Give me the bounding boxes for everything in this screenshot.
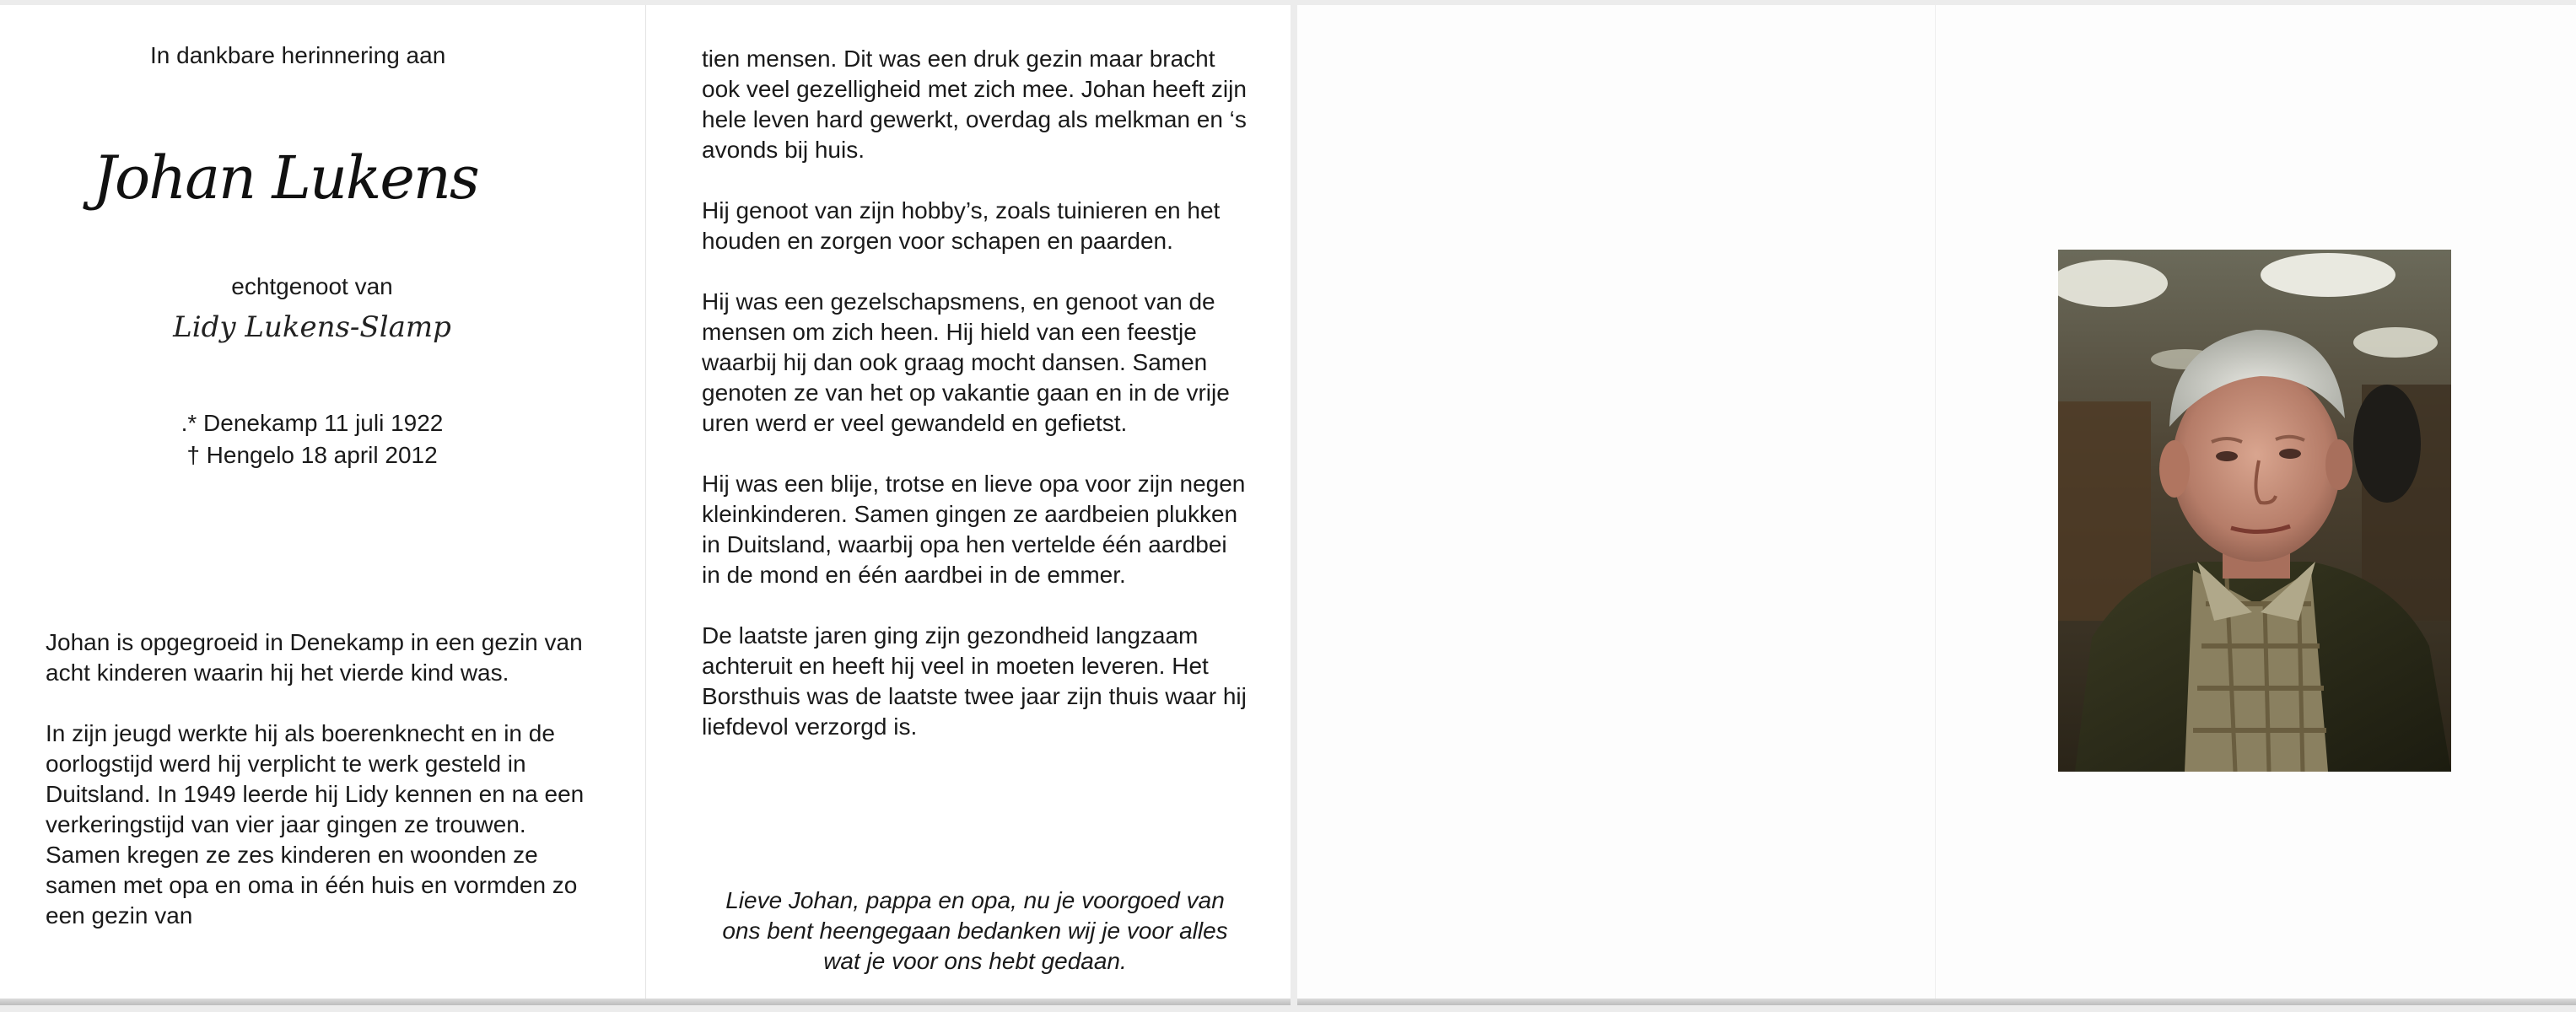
spouse-name: Lidy Lukens-Slamp <box>173 310 451 344</box>
spouse-label: echtgenoot van <box>231 273 393 299</box>
birth-line: .* Denekamp 11 juli 1922 <box>181 410 444 436</box>
death-line: † Hengelo 18 april 2012 <box>186 442 438 468</box>
bio-paragraph: tien mensen. Dit was een druk gezin maar bracht ook veel gezelligheid met zich mee. Johan heeft zijn hele leven hard gewerkt, overdag als melkman en ‘s avonds bij huis. <box>702 46 1247 163</box>
closing-verse: Lieve Johan, pappa en opa, nu je voorgoed van ons bent heengegaan bedanken wij je voor alles wat je voor ons hebt gedaan. <box>722 887 1228 974</box>
biography-left <box>46 627 594 961</box>
intro-text: In dankbare herinnering aan <box>150 42 446 68</box>
card-edge <box>1297 999 2576 1005</box>
biography-right <box>702 44 1250 772</box>
card-edge <box>0 999 1291 1005</box>
bio-paragraph: In zijn jeugd werkte hij als boerenknecht en in de oorlogstijd werd hij verplicht te werk gesteld in Duitsland. In 1949 leerde hij Lidy kennen en na een verkeringstijd van vier jaar gingen ze trouwen. Samen kregen ze zes kinderen en woonden ze samen met opa en oma in één huis en vormden zo een gezin van <box>46 720 585 929</box>
bio-paragraph: Johan is opgegroeid in Denekamp in een gezin van acht kinderen waarin hij het vierde kind was. <box>46 629 583 686</box>
bio-paragraph: De laatste jaren ging zijn gezondheid langzaam achteruit en heeft hij veel in moeten leveren. Het Borsthuis was de laatste twee jaar zijn thuis waar hij liefdevol verzorgd is. <box>702 622 1247 740</box>
fold-line <box>645 5 646 1005</box>
bio-paragraph: Hij was een blije, trotse en lieve opa voor zijn negen kleinkinderen. Samen gingen ze aardbeien plukken in Duitsland, waarbij opa hen vertelde één aardbei in de mond en één aardbei in de emmer. <box>702 471 1246 588</box>
bio-paragraph: Hij was een gezelschapsmens, en genoot van de mensen om zich heen. Hij hield van een feestje waarbij hij dan ook graag mocht dansen. Samen genoten ze van het op vakantie gaan en in de vrije uren werd er veel gewandeld en gefietst. <box>702 288 1230 436</box>
fold-line <box>1935 5 1936 1005</box>
bio-paragraph: Hij genoot van zijn hobby’s, zoals tuinieren en het houden en zorgen voor schapen en paarden. <box>702 197 1221 254</box>
memorial-card-inside <box>0 5 1291 1005</box>
deceased-name: Johan Lukens <box>93 143 478 213</box>
portrait-photo <box>2058 250 2451 772</box>
